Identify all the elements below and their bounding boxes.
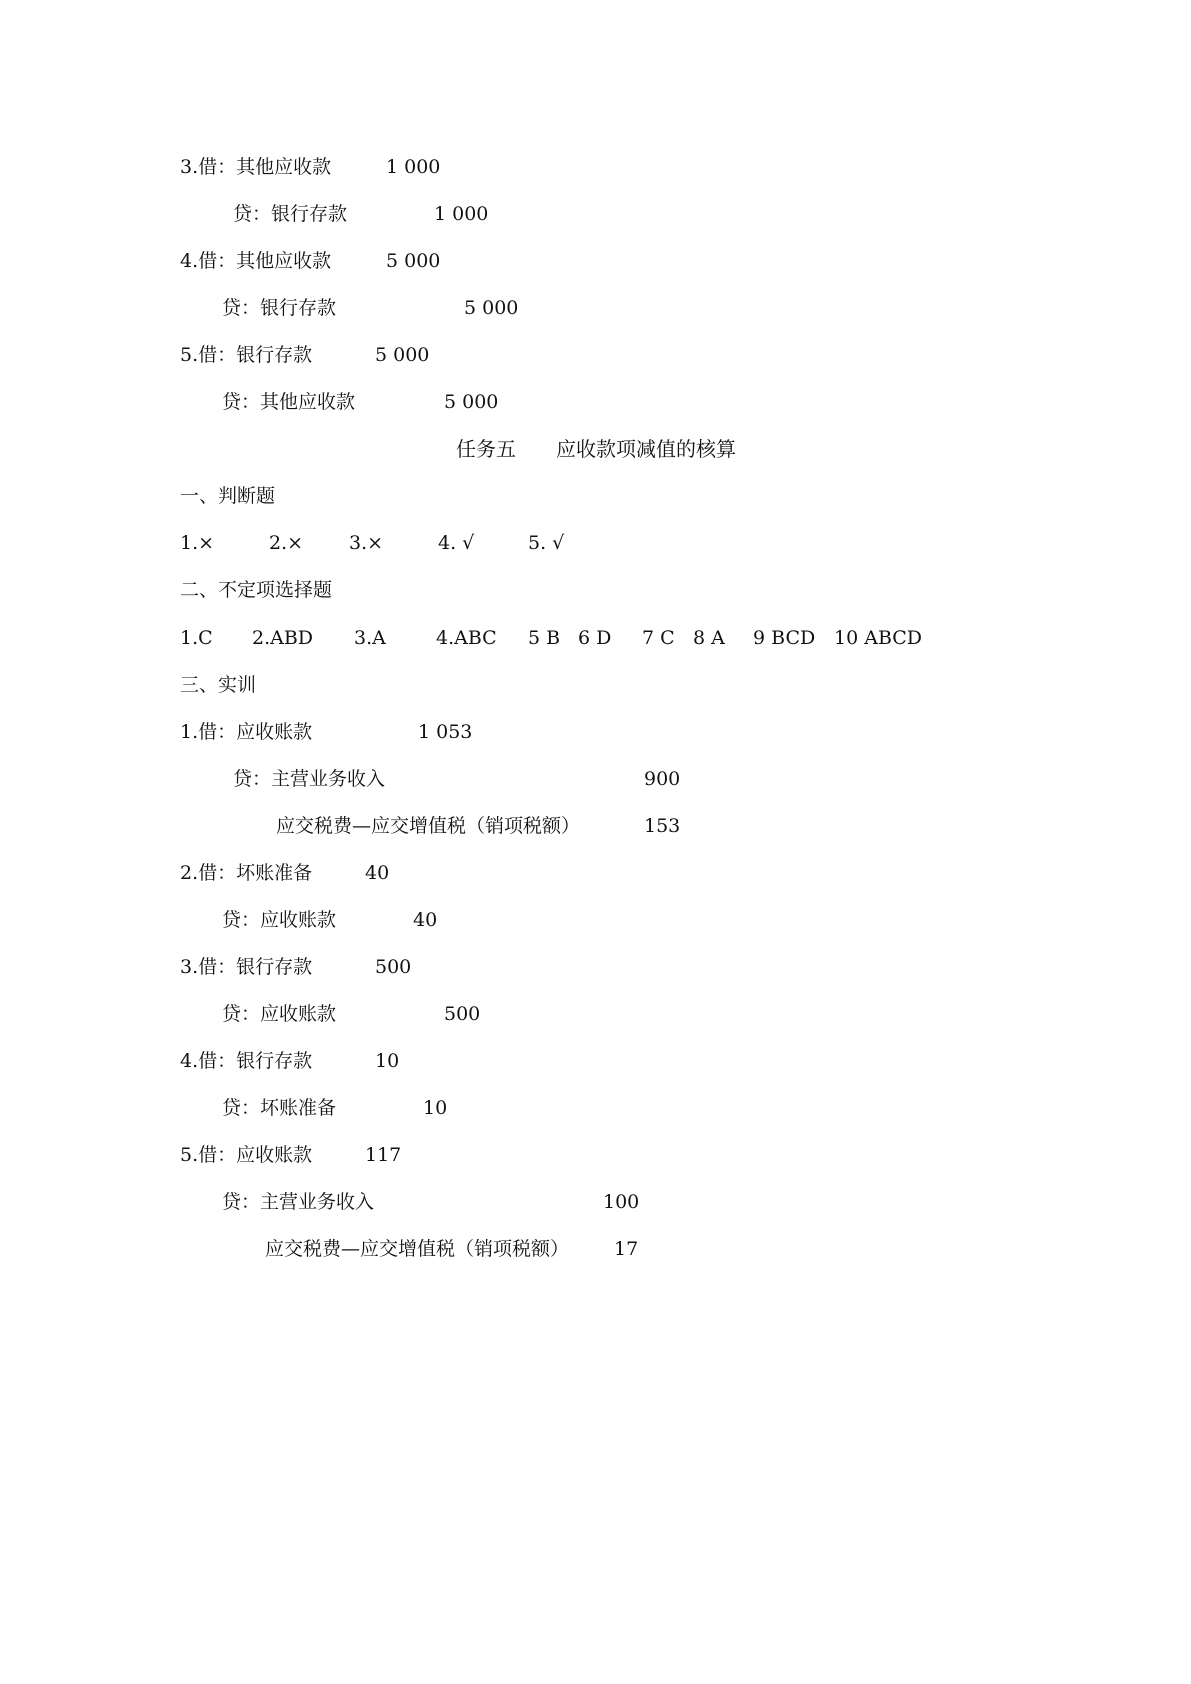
answer-item: 8 A [693, 627, 725, 649]
entry-label: 4.借：其他应收款 [180, 250, 332, 272]
entry-amount: 500 [444, 1003, 481, 1025]
section-title: 任务五 应收款项减值的核算 [456, 437, 736, 461]
part3-heading: 三、实训 [180, 674, 257, 696]
answer-item: 5. √ [528, 532, 565, 554]
entry-amount: 10 [375, 1050, 400, 1072]
answer-item: 5 B [528, 627, 561, 649]
entry-label: 贷：银行存款 [222, 297, 337, 319]
entry-amount: 5 000 [464, 297, 519, 319]
answer-item: 9 BCD [753, 627, 816, 649]
entry-amount: 153 [644, 815, 681, 837]
entry-label: 贷：银行存款 [233, 203, 348, 225]
entry-amount: 117 [365, 1144, 402, 1166]
entry-label: 5.借：应收账款 [180, 1144, 313, 1166]
entry-amount: 17 [614, 1238, 639, 1260]
entry-amount: 1 053 [418, 721, 473, 743]
entry-amount: 40 [365, 862, 390, 884]
entry-label: 3.借：银行存款 [180, 956, 313, 978]
entry-label: 4.借：银行存款 [180, 1050, 313, 1072]
entry-amount: 5 000 [444, 391, 499, 413]
entry-amount: 500 [375, 956, 412, 978]
answer-item: 4. √ [438, 532, 475, 554]
answer-item: 10 ABCD [834, 627, 923, 649]
entry-label: 应交税费—应交增值税（销项税额） [265, 1238, 570, 1260]
answer-item: 7 C [642, 627, 675, 649]
answer-item: 2.× [269, 532, 304, 554]
entry-label: 贷：应收账款 [222, 1003, 337, 1025]
entry-amount: 10 [423, 1097, 448, 1119]
entry-amount: 900 [644, 768, 681, 790]
answer-item: 4.ABC [436, 627, 497, 649]
answer-item: 1.C [180, 627, 213, 649]
entry-label: 2.借：坏账准备 [180, 862, 313, 884]
entry-label: 贷：主营业务收入 [233, 768, 386, 790]
entry-label: 贷：坏账准备 [222, 1097, 337, 1119]
answer-item: 2.ABD [252, 627, 314, 649]
entry-label: 贷：其他应收款 [222, 391, 356, 413]
entry-label: 应交税费—应交增值税（销项税额） [276, 815, 581, 837]
entry-amount: 1 000 [434, 203, 489, 225]
answer-item: 1.× [180, 532, 215, 554]
entry-label: 5.借：银行存款 [180, 344, 313, 366]
answer-item: 3.× [349, 532, 384, 554]
answer-item: 6 D [578, 627, 612, 649]
entry-amount: 5 000 [375, 344, 430, 366]
entry-amount: 1 000 [386, 156, 441, 178]
entry-label: 3.借：其他应收款 [180, 156, 332, 178]
entry-amount: 100 [603, 1191, 640, 1213]
entry-amount: 5 000 [386, 250, 441, 272]
entry-label: 1.借：应收账款 [180, 721, 313, 743]
entry-amount: 40 [413, 909, 438, 931]
part2-heading: 二、不定项选择题 [180, 579, 333, 601]
answer-item: 3.A [354, 627, 386, 649]
entry-label: 贷：主营业务收入 [222, 1191, 375, 1213]
entry-label: 贷：应收账款 [222, 909, 337, 931]
part1-heading: 一、判断题 [180, 485, 276, 507]
